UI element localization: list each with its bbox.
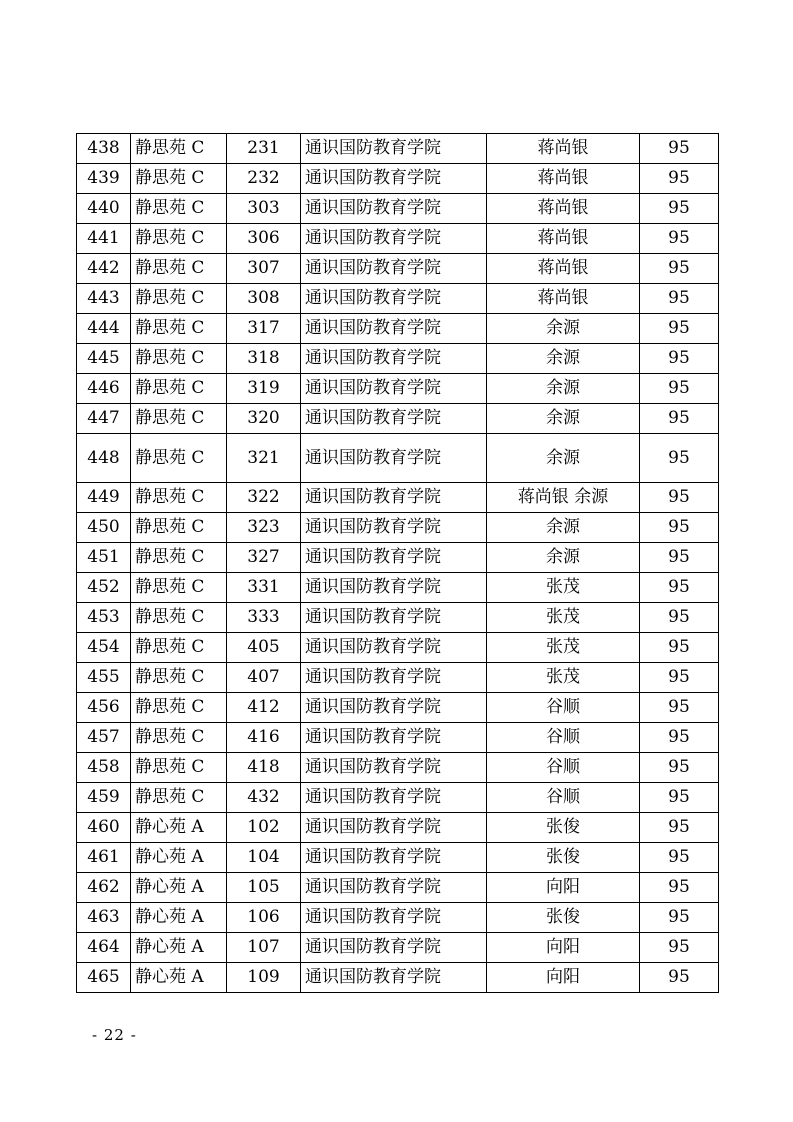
room-number-cell: 107: [227, 933, 301, 963]
department-cell: 通识国防教育学院: [301, 723, 487, 753]
building-cell: 静思苑 C: [131, 603, 227, 633]
department-cell: 通识国防教育学院: [301, 344, 487, 374]
building-cell: 静思苑 C: [131, 314, 227, 344]
table-row: [77, 813, 719, 843]
department-cell: 通识国防教育学院: [301, 783, 487, 813]
room-number-cell: 231: [227, 134, 301, 164]
table-row: [77, 963, 719, 993]
score-cell: 95: [640, 284, 719, 314]
department-cell: 通识国防教育学院: [301, 933, 487, 963]
table-row: [77, 134, 719, 164]
score-cell: 95: [640, 633, 719, 663]
row-number-cell: 440: [77, 194, 131, 224]
person-cell: 谷顺: [487, 723, 640, 753]
table-row: [77, 224, 719, 254]
row-number-cell: 458: [77, 753, 131, 783]
department-cell: 通识国防教育学院: [301, 314, 487, 344]
row-number-cell: 464: [77, 933, 131, 963]
department-cell: 通识国防教育学院: [301, 374, 487, 404]
table-body: [77, 134, 719, 993]
table-row: [77, 663, 719, 693]
row-number-cell: 457: [77, 723, 131, 753]
table-row: [77, 633, 719, 663]
person-cell: 余源: [487, 344, 640, 374]
department-cell: 通识国防教育学院: [301, 483, 487, 513]
department-cell: 通识国防教育学院: [301, 134, 487, 164]
department-cell: 通识国防教育学院: [301, 194, 487, 224]
row-number-cell: 455: [77, 663, 131, 693]
building-cell: 静思苑 C: [131, 663, 227, 693]
department-cell: 通识国防教育学院: [301, 903, 487, 933]
table-row: [77, 434, 719, 483]
department-cell: 通识国防教育学院: [301, 753, 487, 783]
score-cell: 95: [640, 543, 719, 573]
department-cell: 通识国防教育学院: [301, 633, 487, 663]
room-number-cell: 418: [227, 753, 301, 783]
person-cell: 张茂: [487, 573, 640, 603]
department-cell: 通识国防教育学院: [301, 254, 487, 284]
person-cell: 蒋尚银: [487, 224, 640, 254]
score-cell: 95: [640, 753, 719, 783]
building-cell: 静心苑 A: [131, 903, 227, 933]
building-cell: 静心苑 A: [131, 963, 227, 993]
department-cell: 通识国防教育学院: [301, 693, 487, 723]
building-cell: 静心苑 A: [131, 813, 227, 843]
row-number-cell: 459: [77, 783, 131, 813]
room-number-cell: 319: [227, 374, 301, 404]
row-number-cell: 463: [77, 903, 131, 933]
score-cell: 95: [640, 603, 719, 633]
table-row: [77, 164, 719, 194]
person-cell: 余源: [487, 543, 640, 573]
score-cell: 95: [640, 374, 719, 404]
building-cell: 静思苑 C: [131, 783, 227, 813]
building-cell: 静思苑 C: [131, 404, 227, 434]
person-cell: 张茂: [487, 603, 640, 633]
department-cell: 通识国防教育学院: [301, 573, 487, 603]
row-number-cell: 450: [77, 513, 131, 543]
row-number-cell: 441: [77, 224, 131, 254]
room-number-cell: 306: [227, 224, 301, 254]
score-cell: 95: [640, 903, 719, 933]
person-cell: 蒋尚银: [487, 254, 640, 284]
row-number-cell: 449: [77, 483, 131, 513]
row-number-cell: 438: [77, 134, 131, 164]
room-number-cell: 432: [227, 783, 301, 813]
department-cell: 通识国防教育学院: [301, 513, 487, 543]
score-cell: 95: [640, 663, 719, 693]
building-cell: 静思苑 C: [131, 224, 227, 254]
score-cell: 95: [640, 573, 719, 603]
table-row: [77, 933, 719, 963]
department-cell: 通识国防教育学院: [301, 434, 487, 483]
person-cell: 张茂: [487, 633, 640, 663]
person-cell: 蒋尚银 余源: [487, 483, 640, 513]
score-cell: 95: [640, 434, 719, 483]
score-cell: 95: [640, 963, 719, 993]
building-cell: 静心苑 A: [131, 873, 227, 903]
department-cell: 通识国防教育学院: [301, 543, 487, 573]
table-row: [77, 843, 719, 873]
table-row: [77, 603, 719, 633]
building-cell: 静思苑 C: [131, 633, 227, 663]
person-cell: 向阳: [487, 963, 640, 993]
room-number-cell: 105: [227, 873, 301, 903]
room-number-cell: 321: [227, 434, 301, 483]
building-cell: 静思苑 C: [131, 513, 227, 543]
person-cell: 谷顺: [487, 693, 640, 723]
building-cell: 静思苑 C: [131, 573, 227, 603]
table-row: [77, 374, 719, 404]
person-cell: 余源: [487, 404, 640, 434]
person-cell: 余源: [487, 374, 640, 404]
table-row: [77, 344, 719, 374]
room-number-cell: 327: [227, 543, 301, 573]
row-number-cell: 453: [77, 603, 131, 633]
score-cell: 95: [640, 723, 719, 753]
row-number-cell: 448: [77, 434, 131, 483]
room-number-cell: 412: [227, 693, 301, 723]
score-cell: 95: [640, 693, 719, 723]
room-number-cell: 303: [227, 194, 301, 224]
row-number-cell: 452: [77, 573, 131, 603]
row-number-cell: 462: [77, 873, 131, 903]
table-row: [77, 194, 719, 224]
row-number-cell: 451: [77, 543, 131, 573]
table-row: [77, 573, 719, 603]
row-number-cell: 445: [77, 344, 131, 374]
room-number-cell: 232: [227, 164, 301, 194]
room-number-cell: 308: [227, 284, 301, 314]
room-number-cell: 323: [227, 513, 301, 543]
person-cell: 蒋尚银: [487, 134, 640, 164]
person-cell: 谷顺: [487, 753, 640, 783]
room-number-cell: 416: [227, 723, 301, 753]
score-cell: 95: [640, 194, 719, 224]
score-cell: 95: [640, 783, 719, 813]
person-cell: 蒋尚银: [487, 284, 640, 314]
building-cell: 静思苑 C: [131, 374, 227, 404]
person-cell: 余源: [487, 434, 640, 483]
room-number-cell: 322: [227, 483, 301, 513]
table-row: [77, 753, 719, 783]
room-number-cell: 104: [227, 843, 301, 873]
room-number-cell: 407: [227, 663, 301, 693]
person-cell: 蒋尚银: [487, 164, 640, 194]
room-number-cell: 106: [227, 903, 301, 933]
building-cell: 静思苑 C: [131, 753, 227, 783]
building-cell: 静思苑 C: [131, 543, 227, 573]
row-number-cell: 456: [77, 693, 131, 723]
score-cell: 95: [640, 483, 719, 513]
score-cell: 95: [640, 254, 719, 284]
building-cell: 静思苑 C: [131, 254, 227, 284]
score-cell: 95: [640, 843, 719, 873]
building-cell: 静思苑 C: [131, 483, 227, 513]
room-number-cell: 317: [227, 314, 301, 344]
score-cell: 95: [640, 873, 719, 903]
department-cell: 通识国防教育学院: [301, 963, 487, 993]
row-number-cell: 439: [77, 164, 131, 194]
row-number-cell: 444: [77, 314, 131, 344]
person-cell: 谷顺: [487, 783, 640, 813]
row-number-cell: 461: [77, 843, 131, 873]
person-cell: 向阳: [487, 873, 640, 903]
row-number-cell: 447: [77, 404, 131, 434]
row-number-cell: 465: [77, 963, 131, 993]
row-number-cell: 454: [77, 633, 131, 663]
department-cell: 通识国防教育学院: [301, 873, 487, 903]
building-cell: 静思苑 C: [131, 284, 227, 314]
person-cell: 张俊: [487, 843, 640, 873]
table-row: [77, 693, 719, 723]
room-number-cell: 318: [227, 344, 301, 374]
table-row: [77, 483, 719, 513]
building-cell: 静思苑 C: [131, 344, 227, 374]
department-cell: 通识国防教育学院: [301, 843, 487, 873]
table-row: [77, 873, 719, 903]
score-cell: 95: [640, 164, 719, 194]
building-cell: 静思苑 C: [131, 434, 227, 483]
building-cell: 静思苑 C: [131, 134, 227, 164]
page-number: - 22 -: [92, 1026, 137, 1044]
room-number-cell: 320: [227, 404, 301, 434]
building-cell: 静心苑 A: [131, 933, 227, 963]
table-row: [77, 723, 719, 753]
room-number-cell: 102: [227, 813, 301, 843]
table-row: [77, 543, 719, 573]
department-cell: 通识国防教育学院: [301, 404, 487, 434]
score-cell: 95: [640, 134, 719, 164]
department-cell: 通识国防教育学院: [301, 164, 487, 194]
table-row: [77, 903, 719, 933]
person-cell: 蒋尚银: [487, 194, 640, 224]
building-cell: 静思苑 C: [131, 164, 227, 194]
room-number-cell: 307: [227, 254, 301, 284]
department-cell: 通识国防教育学院: [301, 284, 487, 314]
building-cell: 静思苑 C: [131, 723, 227, 753]
dormitory-score-table: [76, 133, 719, 993]
table-row: [77, 783, 719, 813]
department-cell: 通识国防教育学院: [301, 813, 487, 843]
row-number-cell: 442: [77, 254, 131, 284]
table-row: [77, 513, 719, 543]
person-cell: 向阳: [487, 933, 640, 963]
table-row: [77, 404, 719, 434]
room-number-cell: 405: [227, 633, 301, 663]
room-number-cell: 331: [227, 573, 301, 603]
table-row: [77, 314, 719, 344]
table-row: [77, 254, 719, 284]
department-cell: 通识国防教育学院: [301, 224, 487, 254]
score-cell: 95: [640, 224, 719, 254]
building-cell: 静思苑 C: [131, 693, 227, 723]
table-row: [77, 284, 719, 314]
row-number-cell: 446: [77, 374, 131, 404]
department-cell: 通识国防教育学院: [301, 663, 487, 693]
row-number-cell: 443: [77, 284, 131, 314]
score-cell: 95: [640, 344, 719, 374]
row-number-cell: 460: [77, 813, 131, 843]
building-cell: 静思苑 C: [131, 194, 227, 224]
score-cell: 95: [640, 513, 719, 543]
person-cell: 余源: [487, 513, 640, 543]
person-cell: 余源: [487, 314, 640, 344]
score-cell: 95: [640, 404, 719, 434]
person-cell: 张俊: [487, 813, 640, 843]
score-cell: 95: [640, 314, 719, 344]
score-cell: 95: [640, 933, 719, 963]
department-cell: 通识国防教育学院: [301, 603, 487, 633]
room-number-cell: 333: [227, 603, 301, 633]
room-number-cell: 109: [227, 963, 301, 993]
score-cell: 95: [640, 813, 719, 843]
person-cell: 张茂: [487, 663, 640, 693]
person-cell: 张俊: [487, 903, 640, 933]
building-cell: 静心苑 A: [131, 843, 227, 873]
